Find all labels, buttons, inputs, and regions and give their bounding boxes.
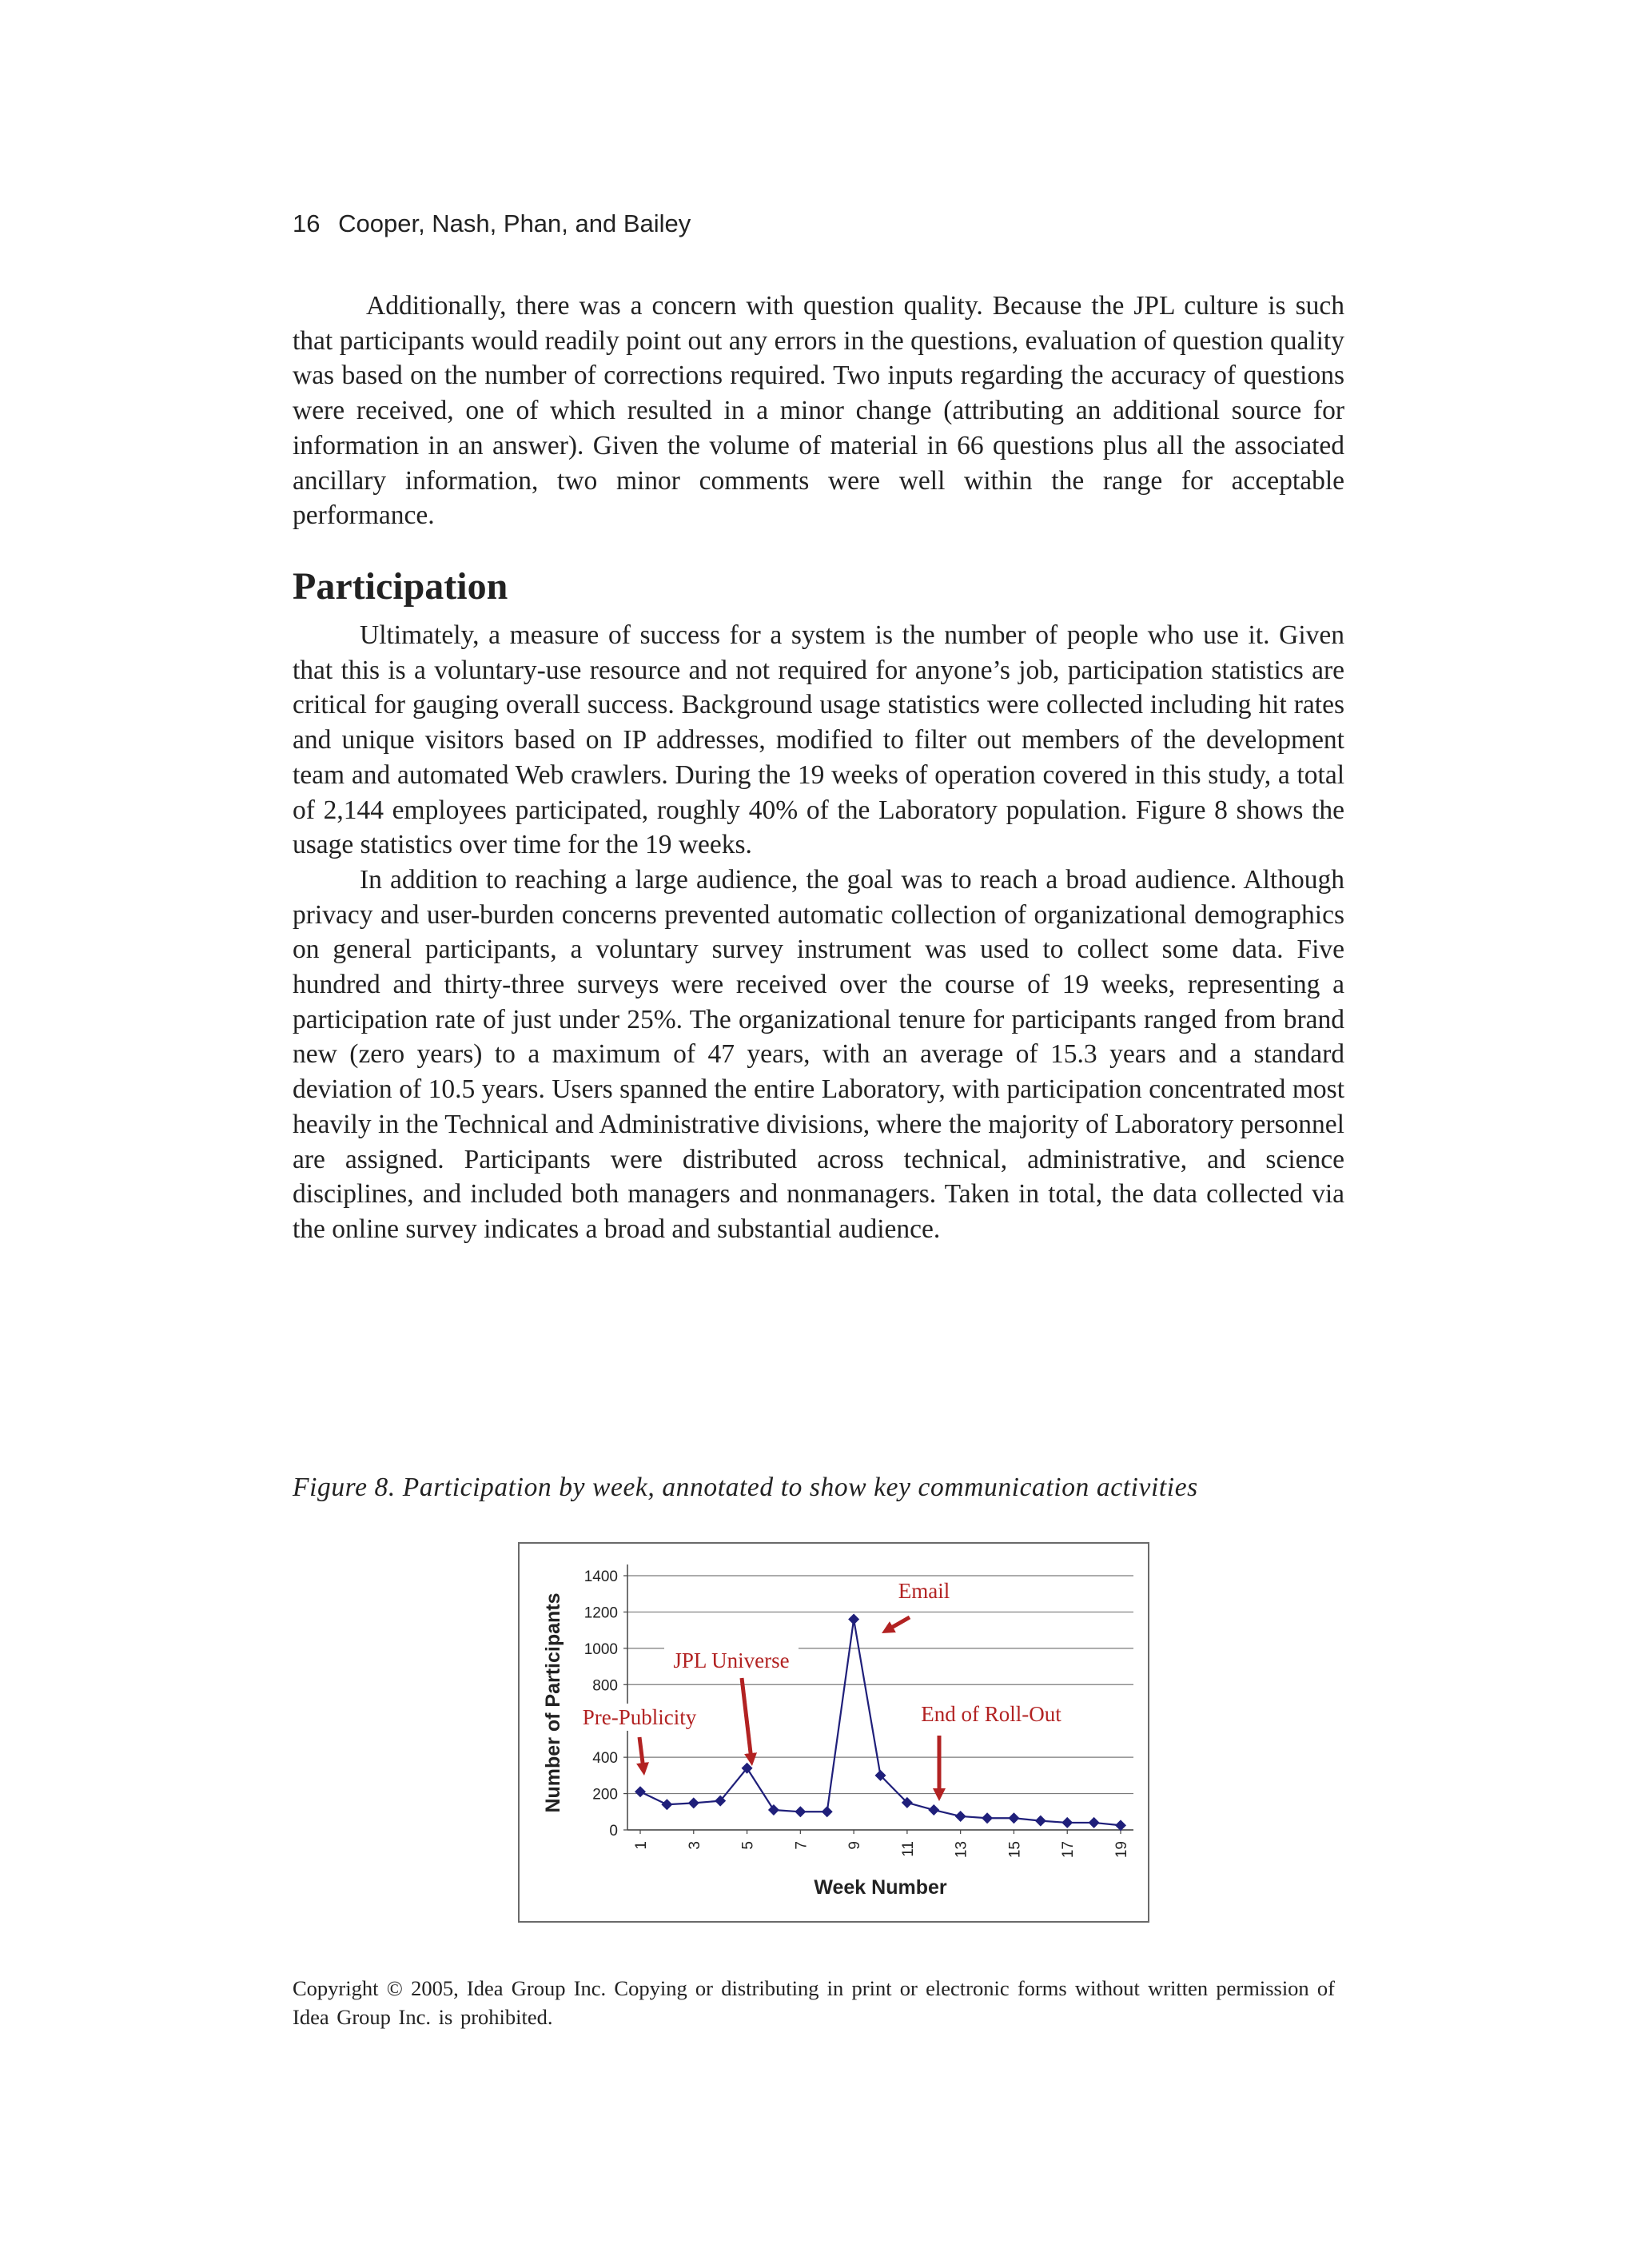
x-tick-label: 3: [686, 1841, 703, 1850]
x-tick-label: 5: [739, 1841, 757, 1850]
x-tick-label: 11: [899, 1841, 917, 1857]
participation-section: [293, 618, 1344, 1247]
question-quality-section: [293, 289, 1344, 533]
x-tick-label: 1: [633, 1841, 650, 1850]
annotation-label: End of Roll-Out: [921, 1702, 1061, 1726]
y-tick-label: 200: [592, 1786, 618, 1804]
data-point-week-18: [1089, 1817, 1100, 1828]
data-point-week-12: [928, 1804, 939, 1816]
x-axis-title: Week Number: [814, 1876, 947, 1899]
y-tick-label: 400: [592, 1750, 618, 1768]
data-point-week-14: [982, 1812, 993, 1824]
y-tick-label: 0: [609, 1823, 618, 1840]
running-head: [293, 209, 691, 238]
paragraph-participation-audience: In addition to reaching a large audience, the goal was to reach a broad audience. Although privacy and user-burden concerns prevented automatic collection of organizational demographics on general participants, a voluntary survey instrument was used to collect some data. Five hundred and thirty-three surveys were received over the course of 19 weeks, representing a participation rate of just under 25%. The organizational tenure for participants ranged from brand new (zero years) to a maximum of 47 years, with an average of 15.3 years and a standard deviation of 10.5 years. Users spanned the entire Laboratory, with participation concentrated most heavily in the Technical and Administrative divisions, where the majority of Laboratory personnel are assigned. Participants were distributed across technical, administrative, and science disciplines, and included both managers and nonmanagers. Taken in total, the data collected via the online survey indicates a broad and substantial audience.: [293, 864, 1344, 1244]
figure-caption: Figure 8. Participation by week, annotated to show key communication activities: [293, 1473, 1198, 1502]
data-point-week-9: [848, 1614, 859, 1625]
x-tick-label: 15: [1006, 1841, 1024, 1859]
participation-chart-svg: [520, 1544, 1148, 1921]
figure-8-chart: [518, 1542, 1149, 1923]
data-point-week-17: [1061, 1817, 1073, 1828]
annotation-label: Pre-Publicity: [582, 1705, 697, 1729]
annotation-arrow: [639, 1737, 643, 1769]
data-point-week-8: [822, 1806, 833, 1817]
page-number: 16: [293, 209, 321, 237]
running-head-authors: Cooper, Nash, Phan, and Bailey: [338, 209, 691, 237]
data-point-week-3: [688, 1797, 699, 1808]
x-tick-label: 9: [846, 1841, 864, 1850]
annotation-label: Email: [898, 1579, 950, 1603]
y-axis-title: Number of Participants: [542, 1592, 564, 1813]
data-point-week-7: [795, 1806, 806, 1817]
y-tick-label: 800: [592, 1677, 618, 1695]
annotation-arrow: [742, 1678, 751, 1760]
data-point-week-1: [635, 1786, 646, 1797]
annotation-arrow: [887, 1617, 910, 1630]
data-point-week-19: [1115, 1820, 1126, 1831]
x-tick-label: 17: [1060, 1841, 1077, 1859]
paragraph-participation-usage: Ultimately, a measure of success for a system is the number of people who use it. Given that this is a voluntary-use resource and not required for anyone’s job, participation statistics are critical for gauging overall success. Background usage statistics were collected including hit rates and unique visitors based on IP addresses, modified to filter out members of the development team and automated Web crawlers. During the 19 weeks of operation covered in this study, a total of 2,144 employees participated, roughly 40% of the Laboratory population. Figure 8 shows the usage statistics over time for the 19 weeks.: [293, 620, 1344, 860]
annotation-label: JPL Universe: [673, 1648, 790, 1672]
data-point-week-15: [1008, 1812, 1019, 1824]
section-heading-participation: Participation: [293, 565, 508, 608]
y-tick-label: 1200: [584, 1604, 618, 1622]
copyright-notice: Copyright © 2005, Idea Group Inc. Copying or distributing in print or electronic forms without written permission of Idea Group Inc. is prohibited.: [293, 1976, 1335, 2029]
x-tick-label: 19: [1113, 1841, 1130, 1859]
x-tick-label: 7: [793, 1841, 811, 1850]
data-point-week-6: [768, 1804, 779, 1816]
y-tick-label: 1400: [584, 1568, 618, 1585]
data-point-week-16: [1035, 1816, 1046, 1827]
x-tick-label: 13: [953, 1841, 970, 1859]
y-tick-label: 1000: [584, 1640, 618, 1658]
paragraph-question-quality: Additionally, there was a concern with question quality. Because the JPL culture is such that participants would readily point out any errors in the questions, evaluation of question quality was based on the number of corrections required. Two inputs regarding the accuracy of questions were received, one of which resulted in a minor change (attributing an additional source for information in an answer). Given the volume of material in 66 questions plus all the associated ancillary information, two minor comments were well within the range for acceptable performance.: [293, 291, 1344, 531]
data-point-week-13: [955, 1811, 966, 1822]
data-point-week-2: [661, 1799, 672, 1810]
